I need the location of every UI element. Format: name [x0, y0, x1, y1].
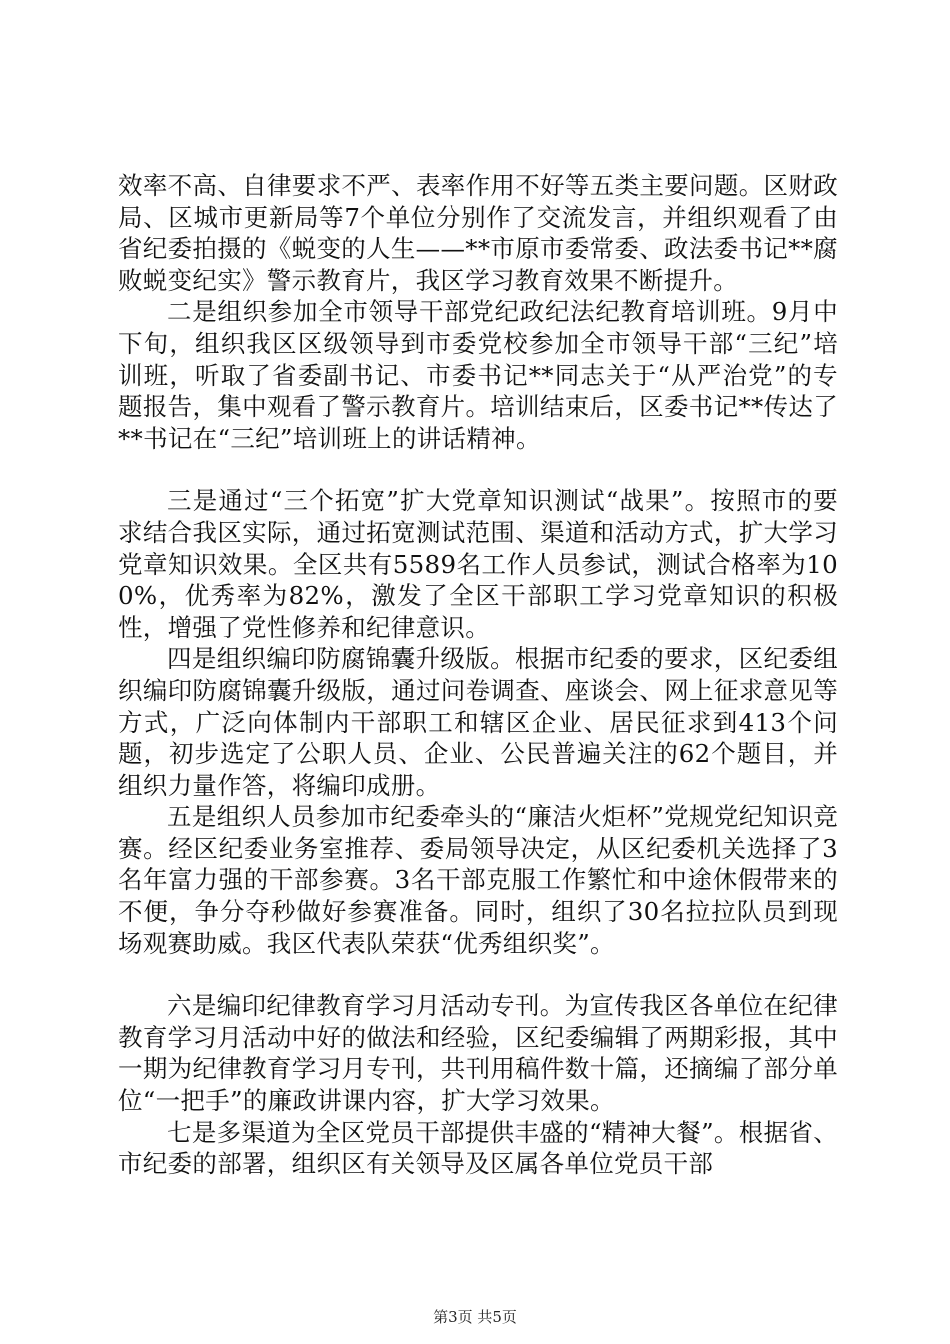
page-number-footer: 第3页 共5页	[433, 1308, 517, 1326]
paragraph-item-6: 六是编印纪律教育学习月活动专刊。为宣传我区各单位在纪律教育学习月活动中好的做法和经验，区纪委编辑了两期彩报，其中一期为纪律教育学习月专刊，共刊用稿件数十篇，还摘编了部分单位“一把手”的廉政讲课内容，扩大学习效果。	[118, 991, 838, 1116]
paragraph-item-4: 四是组织编印防腐锦囊升级版。根据市纪委的要求，区纪委组织编印防腐锦囊升级版，通过问卷调查、座谈会、网上征求意见等方式，广泛向体制内干部职工和辖区企业、居民征求到413个问题，初步选定了公职人员、企业、公民普遍关注的62个题目，并组织力量作答，将编印成册。	[118, 644, 838, 800]
paragraph-item-5: 五是组织人员参加市纪委牵头的“廉洁火炬杯”党规党纪知识竞赛。经区纪委业务室推荐、委局领导决定，从区纪委机关选择了3名年富力强的干部参赛。3名干部克服工作繁忙和中途休假带来的不便，争分夺秒做好参赛准备。同时，组织了30名拉拉队员到现场观赛助威。我区代表队荣获“优秀组织奖”。	[118, 802, 838, 958]
paragraph-item-7: 七是多渠道为全区党员干部提供丰盛的“精神大餐”。根据省、市纪委的部署，组织区有关领导及区属各单位党员干部	[118, 1117, 838, 1179]
paragraph-item-2: 二是组织参加全市领导干部党纪政纪法纪教育培训班。9月中下旬，组织我区区级领导到市委党校参加全市领导干部“三纪”培训班，听取了省委副书记、市委书记**同志关于“从严治党”的专题报告，集中观看了警示教育片。培训结束后，区委书记**传达了**书记在“三纪”培训班上的讲话精神。	[118, 297, 838, 453]
paragraph-continuation: 效率不高、自律要求不严、表率作用不好等五类主要问题。区财政局、区城市更新局等7个单位分别作了交流发言，并组织观看了由省纪委拍摄的《蜕变的人生——**市原市委常委、政法委书记**腐败蜕变纪实》警示教育片，我区学习教育效果不断提升。	[118, 171, 838, 295]
paragraph-item-3: 三是通过“三个拓宽”扩大党章知识测试“战果”。按照市的要求结合我区实际，通过拓宽测试范围、渠道和活动方式，扩大学习党章知识效果。全区共有5589名工作人员参试，测试合格率为100%，优秀率为82%，激发了全区干部职工学习党章知识的积极性，增强了党性修养和纪律意识。	[118, 486, 838, 642]
document-body	[118, 170, 838, 1180]
